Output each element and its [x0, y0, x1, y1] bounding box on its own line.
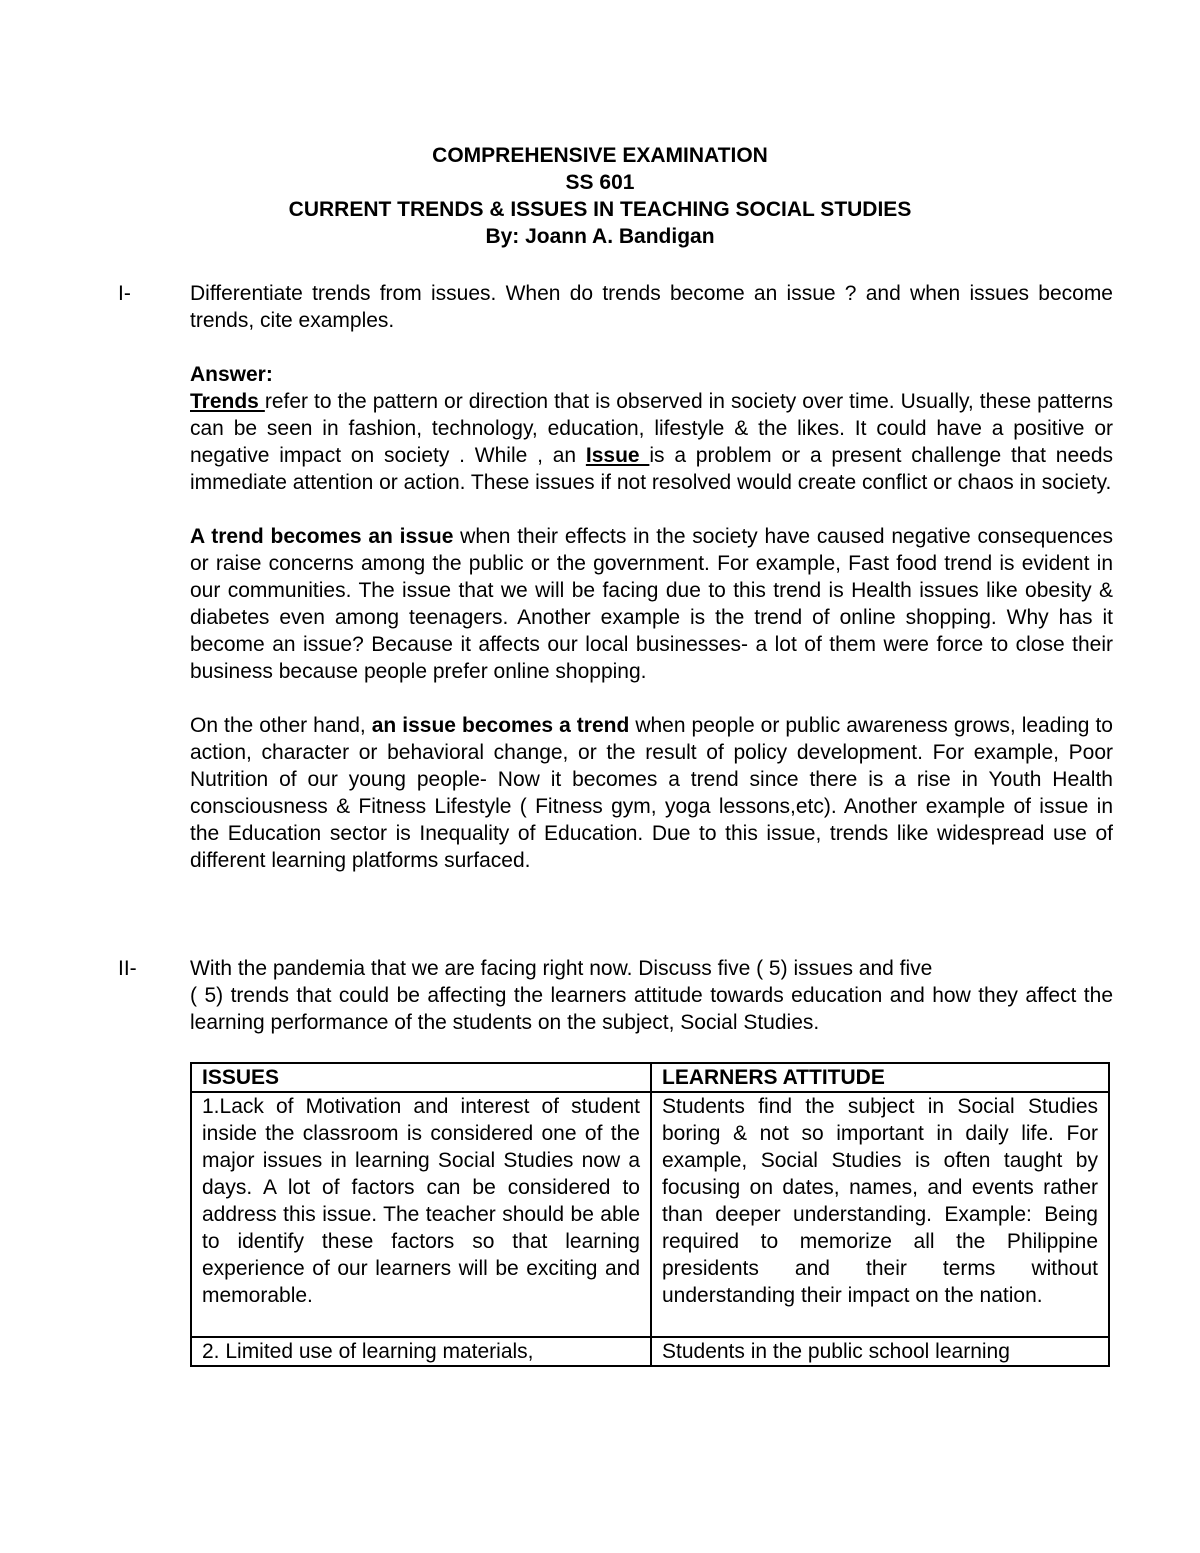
issues-table	[190, 1062, 1110, 1367]
table-row	[191, 1092, 1109, 1337]
course-title: CURRENT TRENDS & ISSUES IN TEACHING SOCIAL STUDIES	[288, 198, 912, 221]
question-2-line-1: With the pandemia that we are facing right now. Discuss five ( 5) issues and five	[190, 957, 933, 980]
question-1-text: Differentiate trends from issues. When do trends become an issue ? and when issues become trends, cite examples.	[190, 282, 1113, 332]
term-issue: Issue	[585, 444, 650, 467]
answer-paragraph-3: On the other hand, an issue becomes a trend when people or public awareness grows, leading to action, character or behavioral change, or the result of policy development. For example, Poor Nutrition of our young people- Now it becomes a trend since there is a rise in Youth Health consciousness & Fitness Lifestyle ( Fitness gym, yoga lessons,etc). Another example of issue in the Education sector is Inequality of Education. Due to this issue, trends like widespread use of different learning platforms surfaced.	[190, 714, 1113, 872]
attitude-cell: Students find the subject in Social Studies boring & not so important in daily life. For example, Social Studies is often taught by focusing on dates, names, and events rather than deeper understanding. Example: Being required to memorize all the Philippine presidents and their terms without understanding their impact on the nation.	[651, 1092, 1109, 1337]
question-2-line-2: ( 5) trends that could be affecting the learners attitude towards education and how they affect the learning performance of the students on the subject, Social Studies.	[190, 984, 1113, 1034]
term-trends: Trends	[190, 390, 265, 413]
question-1-number: I-	[118, 282, 131, 305]
table-row	[191, 1337, 1109, 1366]
column-header-issues: ISSUES	[191, 1063, 651, 1092]
question-1-section	[190, 280, 1113, 874]
column-header-learners-attitude: LEARNERS ATTITUDE	[651, 1063, 1109, 1092]
answer-paragraph-1: Trends refer to the pattern or direction that is observed in society over time. Usually, these patterns can be seen in fashion, technology, education, lifestyle & the likes. It could have a positive or negative impact on society . While , an Issue is a problem or a present challenge that needs immediate attention or action. These issues if not resolved would create conflict or chaos in society.	[190, 390, 1113, 494]
author-line: By: Joann A. Bandigan	[485, 225, 715, 248]
answer-label: Answer:	[190, 363, 273, 386]
question-2-number: II-	[118, 957, 137, 980]
issue-cell: 1.Lack of Motivation and interest of student inside the classroom is considered one of the major issues in learning Social Studies now a days. A lot of factors can be considered to address this issue. The teacher should be able to identify these factors so that learning experience of our learners will be exciting and memorable.	[191, 1092, 651, 1337]
exam-title: COMPREHENSIVE EXAMINATION	[432, 144, 768, 167]
table-header-row	[191, 1063, 1109, 1092]
issue-cell: 2. Limited use of learning materials,	[191, 1337, 651, 1366]
document-header	[0, 142, 1200, 250]
course-code: SS 601	[565, 171, 635, 194]
question-2-section	[190, 955, 1113, 1036]
answer-paragraph-2: A trend becomes an issue when their effects in the society have caused negative consequences or raise concerns among the public or the government. For example, Fast food trend is evident in our communities. The issue that we will be facing due to this trend is Health issues like obesity & diabetes even among teenagers. Another example is the trend of online shopping. Why has it become an issue? Because it affects our local businesses- a lot of them were force to close their business because people prefer online shopping.	[190, 525, 1113, 683]
attitude-cell: Students in the public school learning	[651, 1337, 1109, 1366]
